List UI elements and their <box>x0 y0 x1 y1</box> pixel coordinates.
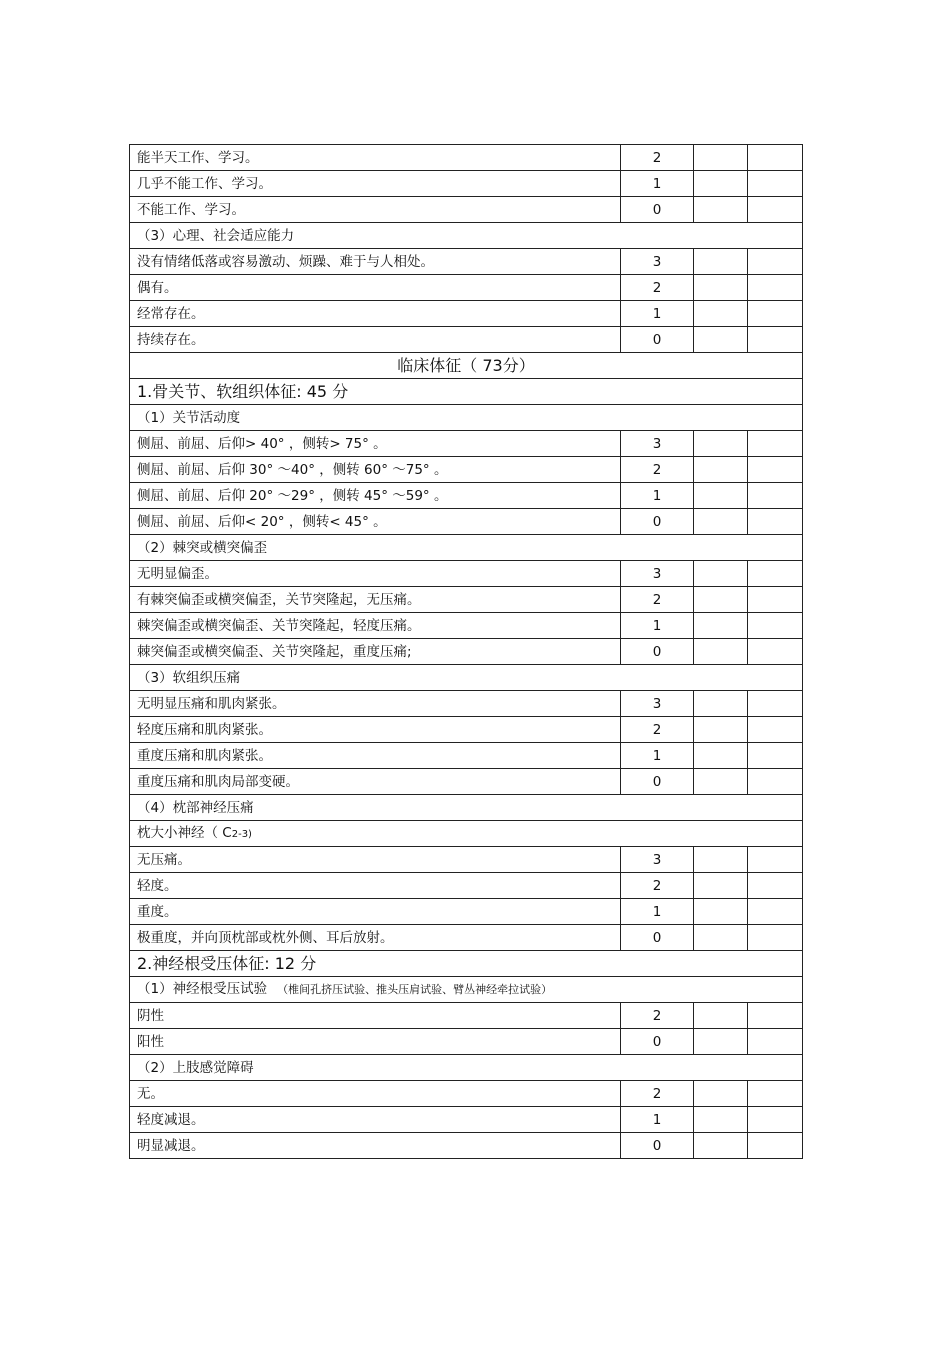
item-score: 1 <box>621 171 694 197</box>
table-row <box>130 457 803 483</box>
blank-cell <box>694 1003 748 1029</box>
table-row <box>130 1133 803 1159</box>
item-text: 无明显偏歪。 <box>130 561 621 587</box>
table-row <box>130 1081 803 1107</box>
item-text: 重度压痛和肌肉紧张。 <box>130 743 621 769</box>
heading-text: （4）枕部神经压痛 <box>137 799 254 816</box>
section-heading-row <box>130 951 803 977</box>
table-row <box>130 171 803 197</box>
blank-cell <box>748 639 803 665</box>
item-text: 不能工作、学习。 <box>130 197 621 223</box>
blank-cell <box>694 925 748 951</box>
subheading-row <box>130 795 803 821</box>
heading-text: 临床体征（ 73分） <box>397 355 535 375</box>
table-row <box>130 613 803 639</box>
heading-text: 2.神经根受压体征: 12 分 <box>137 953 317 973</box>
item-text: 轻度。 <box>130 873 621 899</box>
item-score: 0 <box>621 509 694 535</box>
table-row <box>130 769 803 795</box>
blank-cell <box>748 769 803 795</box>
blank-cell <box>748 483 803 509</box>
item-text: 侧屈、前屈、后仰 30° ～40° ，侧转 60° ～75° 。 <box>130 457 621 483</box>
item-score: 3 <box>621 431 694 457</box>
table-row <box>130 691 803 717</box>
blank-cell <box>694 769 748 795</box>
section-title <box>130 353 803 379</box>
item-text: 没有情绪低落或容易激动、烦躁、难于与人相处。 <box>130 249 621 275</box>
blank-cell <box>748 145 803 171</box>
item-text: 有棘突偏歪或横突偏歪，关节突隆起，无压痛。 <box>130 587 621 613</box>
item-score: 2 <box>621 275 694 301</box>
item-score: 2 <box>621 717 694 743</box>
table-row <box>130 899 803 925</box>
item-text: 无压痛。 <box>130 847 621 873</box>
item-text: 阴性 <box>130 1003 621 1029</box>
blank-cell <box>694 613 748 639</box>
blank-cell <box>694 847 748 873</box>
table-row <box>130 483 803 509</box>
table-row <box>130 249 803 275</box>
blank-cell <box>694 301 748 327</box>
item-text: 侧屈、前屈、后仰 20° ～29° ，侧转 45° ～59° 。 <box>130 483 621 509</box>
item-score: 1 <box>621 301 694 327</box>
table-row <box>130 1107 803 1133</box>
blank-cell <box>694 327 748 353</box>
blank-cell <box>748 613 803 639</box>
item-score: 0 <box>621 1133 694 1159</box>
blank-cell <box>694 275 748 301</box>
item-text: 轻度压痛和肌肉紧张。 <box>130 717 621 743</box>
table-row <box>130 847 803 873</box>
subheading-row <box>130 405 803 431</box>
blank-cell <box>748 1133 803 1159</box>
blank-cell <box>748 717 803 743</box>
blank-cell <box>694 873 748 899</box>
item-text: 能半天工作、学习。 <box>130 145 621 171</box>
scoring-table <box>129 144 803 1159</box>
table-row <box>130 639 803 665</box>
section-heading-row <box>130 379 803 405</box>
item-score: 0 <box>621 327 694 353</box>
heading-text: （1）关节活动度 <box>137 409 241 426</box>
item-text: 明显减退。 <box>130 1133 621 1159</box>
subheading <box>130 223 803 249</box>
table-row <box>130 145 803 171</box>
blank-cell <box>694 197 748 223</box>
table-row <box>130 587 803 613</box>
item-score: 0 <box>621 1029 694 1055</box>
item-score: 0 <box>621 925 694 951</box>
subheading-row <box>130 977 803 1003</box>
blank-cell <box>748 1107 803 1133</box>
subheading <box>130 1055 803 1081</box>
blank-cell <box>694 509 748 535</box>
blank-cell <box>694 1133 748 1159</box>
table-row <box>130 327 803 353</box>
blank-cell <box>694 1107 748 1133</box>
blank-cell <box>748 1081 803 1107</box>
subheading <box>130 405 803 431</box>
blank-cell <box>748 457 803 483</box>
blank-cell <box>694 145 748 171</box>
blank-cell <box>694 717 748 743</box>
item-text: 极重度，并向顶枕部或枕外侧、耳后放射。 <box>130 925 621 951</box>
table-row <box>130 301 803 327</box>
heading-text: （2）棘突或横突偏歪 <box>137 539 268 556</box>
subheading <box>130 535 803 561</box>
item-score: 2 <box>621 1003 694 1029</box>
blank-cell <box>748 1003 803 1029</box>
item-text: 经常存在。 <box>130 301 621 327</box>
item-score: 0 <box>621 769 694 795</box>
subheading-row <box>130 223 803 249</box>
blank-cell <box>694 483 748 509</box>
item-text: 重度压痛和肌肉局部变硬。 <box>130 769 621 795</box>
item-score: 0 <box>621 639 694 665</box>
subheading <box>130 795 803 821</box>
item-score: 1 <box>621 743 694 769</box>
item-score: 3 <box>621 249 694 275</box>
table-row <box>130 197 803 223</box>
blank-cell <box>748 743 803 769</box>
item-text: 无。 <box>130 1081 621 1107</box>
item-text: 持续存在。 <box>130 327 621 353</box>
blank-cell <box>748 327 803 353</box>
item-text: 棘突偏歪或横突偏歪、关节突隆起，重度压痛; <box>130 639 621 665</box>
heading-text: （3）软组织压痛 <box>137 669 241 686</box>
blank-cell <box>748 847 803 873</box>
item-score: 0 <box>621 197 694 223</box>
item-text: 几乎不能工作、学习。 <box>130 171 621 197</box>
blank-cell <box>694 691 748 717</box>
section-heading <box>130 951 803 977</box>
blank-cell <box>748 249 803 275</box>
item-score: 1 <box>621 1107 694 1133</box>
scoring-table-body <box>130 145 803 1159</box>
item-score: 2 <box>621 587 694 613</box>
heading-text: （2）上肢感觉障碍 <box>137 1059 254 1076</box>
section-title-row <box>130 353 803 379</box>
table-row <box>130 1003 803 1029</box>
subheading-row <box>130 535 803 561</box>
blank-cell <box>694 431 748 457</box>
item-score: 1 <box>621 899 694 925</box>
blank-cell <box>748 171 803 197</box>
blank-cell <box>694 587 748 613</box>
subheading-row <box>130 1055 803 1081</box>
table-row <box>130 431 803 457</box>
blank-cell <box>694 743 748 769</box>
blank-cell <box>748 587 803 613</box>
heading-subscript: 2-3) <box>231 828 252 840</box>
item-score: 3 <box>621 691 694 717</box>
table-row <box>130 561 803 587</box>
blank-cell <box>748 561 803 587</box>
blank-cell <box>694 1081 748 1107</box>
table-row <box>130 743 803 769</box>
item-text: 棘突偏歪或横突偏歪、关节突隆起，轻度压痛。 <box>130 613 621 639</box>
blank-cell <box>694 899 748 925</box>
heading-text: 枕大小神经（ C <box>137 824 232 841</box>
table-row <box>130 925 803 951</box>
item-text: 轻度减退。 <box>130 1107 621 1133</box>
blank-cell <box>694 249 748 275</box>
blank-cell <box>748 925 803 951</box>
blank-cell <box>694 171 748 197</box>
blank-cell <box>748 691 803 717</box>
blank-cell <box>694 639 748 665</box>
item-score: 2 <box>621 1081 694 1107</box>
blank-cell <box>748 1029 803 1055</box>
item-score: 3 <box>621 561 694 587</box>
item-score: 2 <box>621 145 694 171</box>
blank-cell <box>748 873 803 899</box>
heading-note: （椎间孔挤压试验、推头压肩试验、臂丛神经牵拉试验） <box>277 983 553 996</box>
heading-text: （3）心理、社会适应能力 <box>137 227 295 244</box>
item-text: 阳性 <box>130 1029 621 1055</box>
blank-cell <box>748 431 803 457</box>
item-score: 2 <box>621 457 694 483</box>
item-text: 侧屈、前屈、后仰< 20° ，侧转< 45° 。 <box>130 509 621 535</box>
blank-cell <box>748 509 803 535</box>
section-heading <box>130 379 803 405</box>
table-row <box>130 873 803 899</box>
item-text: 无明显压痛和肌肉紧张。 <box>130 691 621 717</box>
heading-text: （1）神经根受压试验 <box>137 981 268 997</box>
blank-cell <box>748 899 803 925</box>
item-score: 1 <box>621 483 694 509</box>
item-score: 1 <box>621 613 694 639</box>
subheading-row <box>130 821 803 847</box>
subheading <box>130 821 803 847</box>
item-score: 2 <box>621 873 694 899</box>
item-text: 重度。 <box>130 899 621 925</box>
item-text: 侧屈、前屈、后仰> 40° ，侧转> 75° 。 <box>130 431 621 457</box>
table-row <box>130 717 803 743</box>
table-row <box>130 1029 803 1055</box>
blank-cell <box>694 457 748 483</box>
subheading-row <box>130 665 803 691</box>
blank-cell <box>748 301 803 327</box>
blank-cell <box>694 561 748 587</box>
item-text: 偶有。 <box>130 275 621 301</box>
subheading <box>130 665 803 691</box>
table-row <box>130 275 803 301</box>
heading-text: 1.骨关节、软组织体征: 45 分 <box>137 381 349 401</box>
blank-cell <box>748 275 803 301</box>
subheading <box>130 977 803 1003</box>
table-row <box>130 509 803 535</box>
blank-cell <box>694 1029 748 1055</box>
item-score: 3 <box>621 847 694 873</box>
blank-cell <box>748 197 803 223</box>
